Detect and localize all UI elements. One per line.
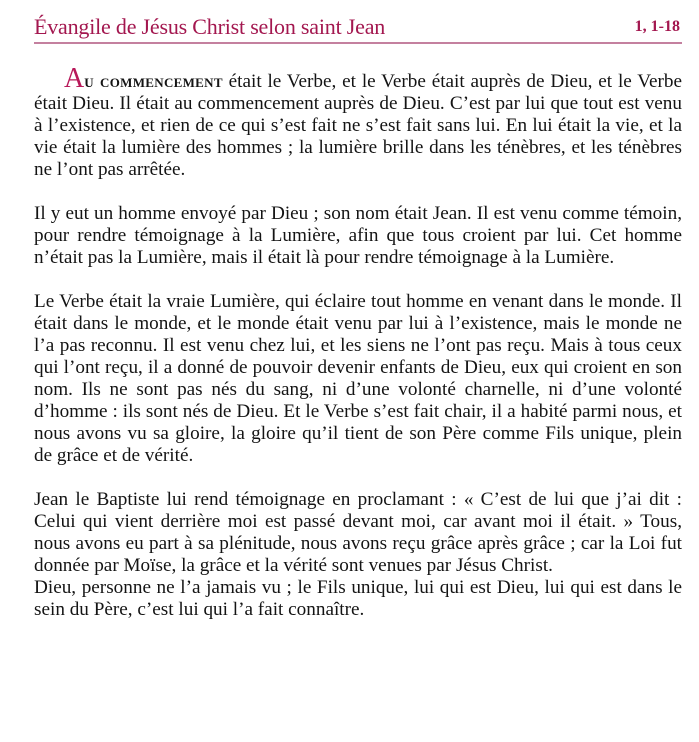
scripture-reference: 1, 1-18	[634, 18, 680, 35]
drop-cap: A	[64, 63, 85, 94]
gospel-title: Évangile de Jésus Christ selon saint Jean	[34, 14, 386, 39]
paragraph-john-witness: Il y eut un homme envoyé par Dieu ; son nom était Jean. Il est venu comme témoin, pour rendre témoignage à la Lumière, afin que tous croient par lui. Cet homme n’était pas la Lumière, mais il était là pour rendre témoignage à la Lumière.	[34, 203, 682, 268]
gospel-text	[34, 63, 683, 643]
paragraph-text: était le Verbe, et le Verbe était auprès de Dieu, et le Verbe était Dieu. Il était au commencement auprès de Dieu. C’est par lui que tout est venu à l’existence, et rien de ce qui s’est fait ne s’est fait sans lui. En lui était la vie, et la vie était la lumière des hommes ; la lumière brille dans les ténèbres, et les ténèbres ne l’ont pas arrêtée.	[34, 71, 683, 180]
page-header	[34, 12, 682, 44]
paragraph-prologue	[34, 63, 683, 181]
paragraph-true-light: Le Verbe était la vraie Lumière, qui éclaire tout homme en venant dans le monde. Il était dans le monde, et le monde était venu par lui à l’existence, mais le monde ne l’a pas reconnu. Il est venu chez lui, et les siens ne l’ont pas reçu. Mais à tous ceux qui l’ont reçu, il a donné de pouvoir devenir enfants de Dieu, eux qui croient en son nom. Ils ne sont pas nés du sang, ni d’une volonté charnelle, ni d’une volonté d’homme : ils sont nés de Dieu. Et le Verbe s’est fait chair, il a habité parmi nous, et nous avons vu sa gloire, la gloire qu’il tient de son Père comme Fils unique, plein de grâce et de vérité.	[34, 291, 682, 466]
paragraph-son-revealed: Dieu, personne ne l’a jamais vu ; le Fils unique, lui qui est Dieu, lui qui est dans le sein du Père, c’est lui qui l’a fait connaître.	[34, 577, 682, 620]
lead-in-smallcaps: u commencement	[84, 71, 223, 92]
paragraph-baptist-testimony: Jean le Baptiste lui rend témoignage en proclamant : « C’est de lui que j’ai dit : Celui qui vient derrière moi est passé devant moi, car avant moi il était. » Tous, nous avons eu part à sa plénitude, nous avons reçu grâce après grâce ; car la Loi fut donnée par Moïse, la grâce et la vérité sont venues par Jésus Christ.	[34, 489, 682, 576]
